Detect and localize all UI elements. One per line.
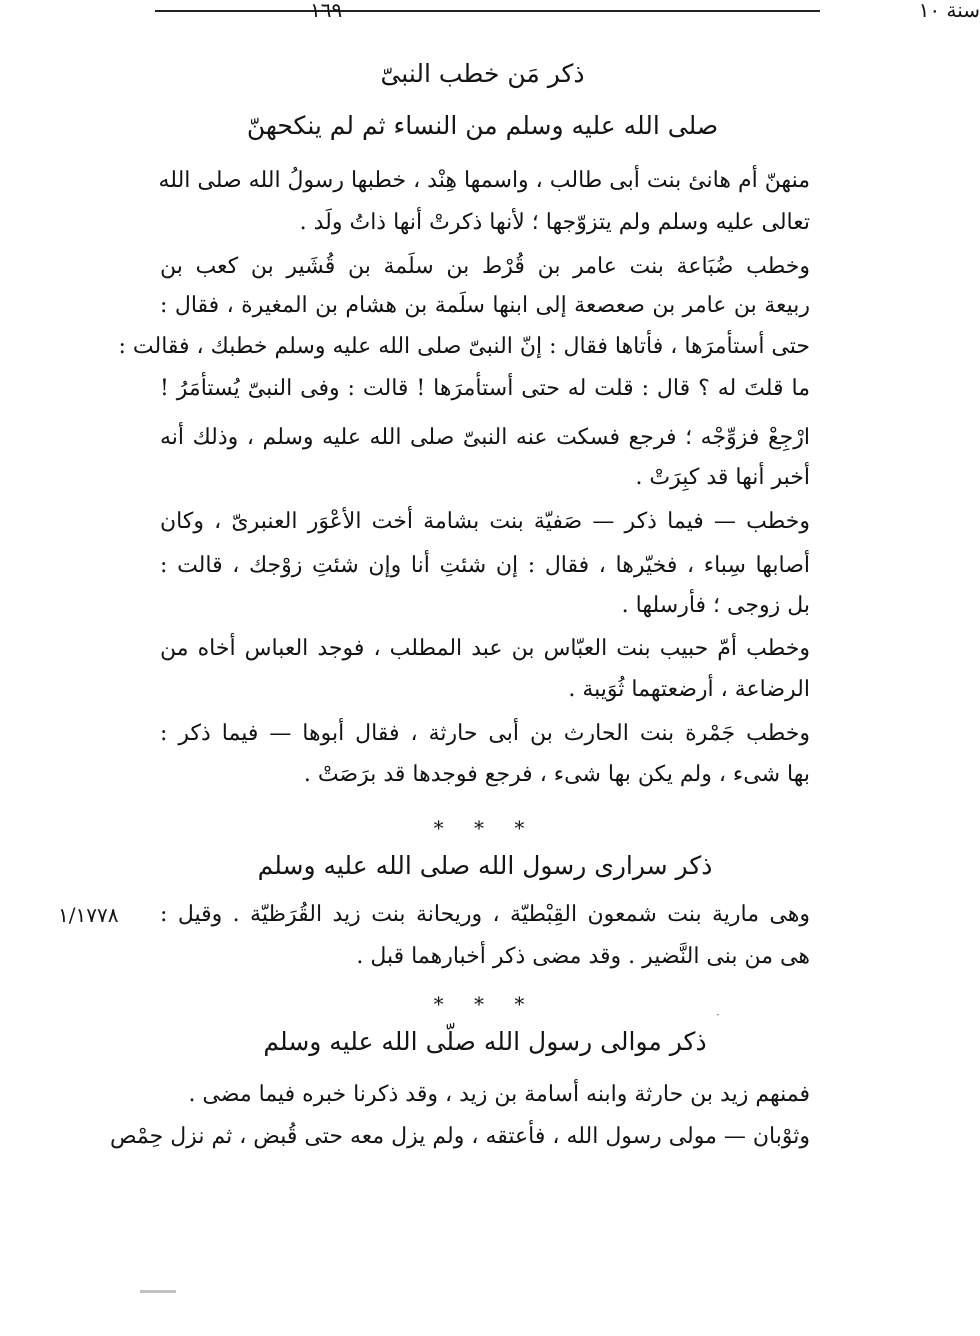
paragraph-line: الرضاعة ، أرضعتهما ثُوَيبة .: [568, 677, 810, 702]
paragraph-line: وخطب جَمْرة بنت الحارث بن أبى حارثة ، فقال أبوها — فيما ذكر :: [160, 721, 810, 746]
year-mark: سنة ١٠: [918, 0, 980, 22]
paragraph-line: وهى مارية بنت شمعون القِبْطيّة ، وريحانة بنت زيد القُرَظيّة . وقيل :: [160, 902, 810, 927]
print-speck: ·: [716, 1008, 720, 1022]
section-heading-concubines: ذكر سرارى رسول الله صلى الله عليه وسلم: [257, 851, 713, 880]
paragraph-line: تعالى عليه وسلم ولم يتزوّجها ؛ لأنها ذكرتْ أنها ذاتُ ولَد .: [299, 210, 810, 235]
section-divider-stars: * * *: [433, 992, 537, 1016]
page-number: ١٦٩: [310, 0, 343, 22]
paragraph-line: ارْجِعْ فزوِّجْه ؛ فرجع فسكت عنه النبىّ صلى الله عليه وسلم ، وذلك أنه: [160, 425, 810, 450]
paragraph-line: وخطب أمّ حبيب بنت العبّاس بن عبد المطلب ، فوجد العباس أخاه من: [160, 636, 810, 661]
print-smudge: [140, 1290, 176, 1293]
paragraph-line: فمنهم زيد بن حارثة وابنه أسامة بن زيد ، وقد ذكرنا خبره فيما مضى .: [188, 1082, 810, 1107]
paragraph-line: وخطب ضُبَاعة بنت عامر بن قُرْط بن سلَمة بن قُشَير بن كعب بن: [160, 254, 810, 279]
paragraph-line: ربيعة بن عامر بن صعصعة إلى ابنها سلَمة بن هشام بن المغيرة ، فقال :: [160, 293, 810, 318]
paragraph-line: ما قلتَ له ؟ قال : قلت له حتى أستأمرَها ! قالت : وفى النبىّ يُستأمَرُ !: [160, 376, 810, 401]
section-subheading-proposals: صلى الله عليه وسلم من النساء ثم لم ينكحهنّ: [246, 111, 719, 140]
margin-reference: ١/١٧٧٨: [58, 903, 119, 927]
section-divider-stars: * * *: [433, 816, 537, 840]
paragraph-line: هى من بنى النَّضير . وقد مضى ذكر أخبارهما قبل .: [356, 944, 810, 969]
paragraph-line: وخطب — فيما ذكر — صَفيّة بنت بشامة أخت الأعْوَر العنبرىّ ، وكان: [160, 509, 810, 534]
paragraph-line: منهنّ أم هانئ بنت أبى طالب ، واسمها هِنْد ، خطبها رسولُ الله صلى الله: [158, 168, 810, 193]
running-head: [155, 0, 980, 22]
paragraph-line: بها شىء ، ولم يكن بها شىء ، فرجع فوجدها قد برَصَتْ .: [303, 762, 810, 787]
section-heading-proposals: ذكر مَن خطب النبىّ: [380, 59, 585, 88]
paragraph-line: حتى أستأمرَها ، فأتاها فقال : إنّ النبىّ صلى الله عليه وسلم خطبك ، فقالت :: [118, 334, 810, 359]
paragraph-line: أخبر أنها قد كبِرَتْ .: [635, 465, 810, 490]
paragraph-line: أصابها سِباء ، فخيّرها ، فقال : إن شئتِ أنا وإن شئتِ زوْجك ، قالت :: [160, 553, 810, 578]
section-heading-freedmen: ذكر موالى رسول الله صلّى الله عليه وسلم: [263, 1027, 707, 1056]
paragraph-line: وثوْبان — مولى رسول الله ، فأعتقه ، ولم يزل معه حتى قُبض ، ثم نزل حِمْص: [109, 1124, 810, 1149]
paragraph-line: بل زوجى ؛ فأرسلها .: [621, 593, 810, 618]
